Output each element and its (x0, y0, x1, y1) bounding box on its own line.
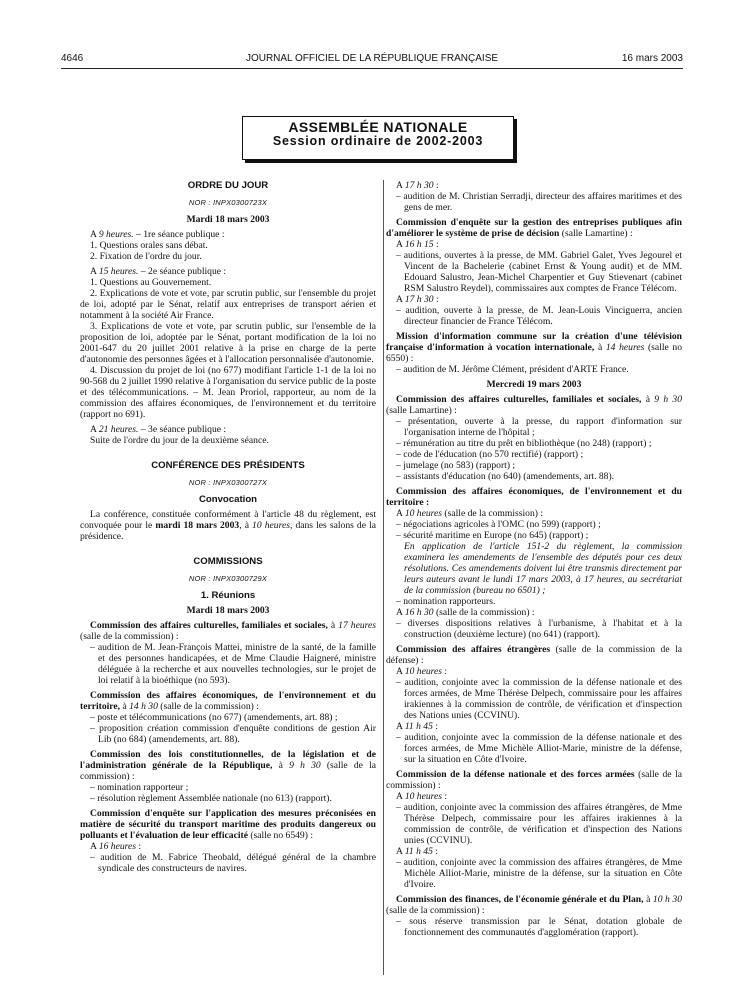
time-heading: A 16 h 30 (salle de la commission) : (396, 607, 535, 618)
list-item: – audition de M. Jean-François Mattei, ministre de la santé, de la famille et des personnes handicapées, et de Mme Claudie Haigneré, ministre déléguée à la recherche et aux nouvelles technologies, sur le projet de loi relatif à la bioéthique (no 593). (90, 642, 376, 686)
list-item: – code de l'éducation (no 570 rectifié) (rapport) ; (396, 449, 584, 460)
left-column (80, 180, 376, 874)
list-item: – poste et télécommunications (no 677) (amendements, art. 88) ; (90, 712, 338, 723)
journal-title: JOURNAL OFFICIEL DE LA RÉPUBLIQUE FRANÇAISE (245, 53, 499, 64)
list-item: – rémunération au titre du prêt en bibliothèque (no 248) (rapport) ; (396, 438, 652, 449)
section-title-ordre: ORDRE DU JOUR (187, 180, 269, 191)
list-item: – audition de M. Christian Serradji, directeur des affaires maritimes et des gens de mer. (396, 191, 682, 213)
day-heading: Mardi 18 mars 2003 (186, 605, 270, 616)
time-heading: A 10 heures (salle de la commission) : (396, 508, 544, 519)
section-title-commissions: COMMISSIONS (193, 556, 263, 567)
list-item: Suite de l'ordre du jour de la deuxième séance. (90, 435, 269, 446)
commission-heading: Commission des affaires culturelles, familiales et sociales, à 9 h 30 (salle Lamartine) : (386, 394, 682, 416)
day-heading: Mercredi 19 mars 2003 (486, 379, 582, 390)
list-item: – nomination rapporteur ; (90, 782, 189, 793)
commission-heading: Commission des affaires étrangères (salle de la commission de la défense) : (386, 644, 682, 666)
list-item: 2. Explications de vote et vote, par scrutin public, sur l'ensemble du projet de loi, adopté par le Sénat, relatif aux entreprises de transport aérien et notamment à la société Air France. (80, 288, 376, 321)
list-item: – résolution règlement Assemblée nationale (no 613) (rapport). (90, 793, 332, 804)
day-heading: Mardi 18 mars 2003 (186, 214, 270, 225)
list-item: – audition, conjointe avec la commission des affaires étrangères, de Mme Michèle Alliot-Marie, ministre de la défense, sur la situation en Côte d'Ivoire. (396, 857, 682, 890)
header-rule (61, 68, 683, 69)
list-item: – audition, ouverte à la presse, de M. Jean-Louis Vinciguerra, ancien directeur financier de France Télécom. (396, 305, 682, 327)
session-name: Session ordinaire de 2002-2003 (272, 134, 484, 148)
session-heading: A 9 heures. – 1re séance publique : (90, 229, 225, 240)
right-column (386, 180, 682, 938)
commission-heading: Commission de la défense nationale et des forces armées (salle de la commission) : (386, 769, 682, 791)
commission-heading: Commission des affaires culturelles, familiales et sociales, à 17 heures (salle de la commission) : (80, 620, 376, 642)
list-item: – assistants d'éducation (no 640) (amendements, art. 88). (396, 471, 615, 482)
issue-date: 16 mars 2003 (621, 53, 683, 64)
nor-reference: NOR : INPX0300727X (188, 478, 268, 487)
paragraph: La conférence, constituée conformément à l'article 48 du règlement, est convoquée pour le mardi 18 mars 2003, à 10 heures, dans les salons de la présidence. (80, 509, 376, 542)
commission-heading: Commission des lois constitutionnelles, de la législation et de l'administration générale de la République, à 9 h 30 (salle de la commission) : (80, 749, 376, 782)
list-item: – diverses dispositions relatives à l'urbanisme, à l'habitat et à la construction (deuxième lecture) (no 641) (rapport). (396, 618, 682, 640)
list-item: – présentation, ouverte à la presse, du rapport d'information sur l'organisation interne de l'hôpital ; (396, 416, 682, 438)
time-heading: A 10 heures : (396, 791, 448, 802)
list-item: 4. Discussion du projet de loi (no 677) modifiant l'article 1-1 de la loi no 90-568 du 2 juillet 1990 relative à l'organisation du service public de la poste et des télécommunications. – M. Jean Proriol, rapporteur, au nom de la commission des affaires économiques, de l'environnement et du territoire (rapport no 691). (80, 365, 376, 420)
time-heading: A 11 h 45 : (396, 721, 438, 732)
list-item: – auditions, ouvertes à la presse, de MM. Gabriel Galet, Yves Jegourel et Vincent de la Bachelerie (cabinet Ernst & Young audit) et de MM. Edouard Salustro, Jean-Michel Charpentier et Guy Stievenart (cabinet RSM Salustro Reydel), commissaires aux comptes de France Télécom. (396, 250, 682, 294)
procedure-note: En application de l'article 151-2 du règlement, la commission examinera les amendements de l'ensemble des députés pour ces deux résolutions. Ces amendements doivent lui être transmis directement par leurs auteurs avant le lundi 17 mars 2003, à 17 heures, au secrétariat de la commission (bureau no 6501) ; (404, 541, 682, 596)
list-item: – négociations agricoles à l'OMC (no 599) (rapport) ; (396, 519, 601, 530)
page-number: 4646 (61, 53, 84, 64)
list-item: – proposition création commission d'enquête conditions de gestion Air Lib (no 684) (amendements, art. 88). (90, 723, 376, 745)
subsection-title: 1. Réunions (200, 590, 256, 601)
nor-reference: NOR : INPX0300723X (188, 198, 268, 207)
assembly-name: ASSEMBLÉE NATIONALE (288, 119, 468, 135)
commission-heading: Commission des affaires économiques, de l'environnement et du territoire : (386, 486, 682, 508)
time-heading: A 11 h 45 : (396, 846, 438, 857)
commission-heading: Mission d'information commune sur la création d'une télévision française d'information à vocation internationale, à 14 heures (salle no 6550) : (386, 331, 683, 364)
section-title-conference: CONFÉRENCE DES PRÉSIDENTS (151, 460, 305, 471)
list-item: – jumelage (no 583) (rapport) ; (396, 460, 516, 471)
list-item: – audition de M. Jérôme Clément, président d'ARTE France. (396, 364, 629, 375)
assembly-title-box (242, 116, 514, 160)
list-item: – sous réserve transmission par le Sénat, dotation globale de fonctionnement des communautés d'agglomération (rapport). (396, 916, 682, 938)
time-heading: A 10 heures : (396, 666, 448, 677)
time-heading: A 17 h 30 : (396, 180, 439, 191)
list-item: 1. Questions au Gouvernement. (90, 277, 212, 288)
list-item: 3. Explications de vote et vote, par scrutin public, sur l'ensemble de la proposition de loi, adoptée par le Sénat, portant modification de la loi no 2001-647 du 20 juillet 2001 relative à la prise en charge de la perte d'autonomie des personnes âgées et à l'allocation personnalisée d'autonomie. (80, 321, 376, 365)
list-item: – audition de M. Fabrice Theobald, délégué général de la chambre syndicale des constructeurs de navires. (90, 852, 376, 874)
commission-heading: Commission des finances, de l'économie générale et du Plan, à 10 h 30 (salle de la commission) : (386, 894, 683, 916)
list-item: – nomination rapporteurs. (396, 596, 496, 607)
list-item: – audition, conjointe avec la commission de la défense nationale et des forces armées, de Mme Thérèse Delpech, commissaire pour les affaires irakiennes à la commission de contrôle, de vérification et d'inspection des Nations unies (CCVINU). (396, 677, 682, 721)
session-heading: A 15 heures. – 2e séance publique : (90, 266, 227, 277)
time-heading: A 17 h 30 : (396, 294, 439, 305)
commission-heading: Commission des affaires économiques, de l'environnement et du territoire, à 14 h 30 (salle de la commission) : (80, 690, 376, 712)
time-heading: A 16 heures : (90, 841, 142, 852)
page-header (61, 53, 683, 67)
commission-heading: Commission d'enquête sur la gestion des entreprises publiques afin d'améliorer le système de prise de décision (salle Lamartine) : (386, 217, 682, 239)
list-item: – audition, conjointe avec la commission de la défense nationale et des forces armées, de Mme Michèle Alliot-Marie, ministre de la défense, sur la situation en Côte d'Ivoire. (396, 732, 682, 765)
nor-reference: NOR : INPX0300729X (188, 574, 268, 583)
list-item: 2. Fixation de l'ordre du jour. (90, 251, 202, 262)
time-heading: A 16 h 15 : (396, 239, 439, 250)
column-divider (383, 180, 384, 975)
subsection-title: Convocation (198, 494, 258, 505)
list-item: – sécurité maritime en Europe (no 645) (rapport) ; (396, 530, 589, 541)
session-heading: A 21 heures. – 3e séance publique : (90, 424, 227, 435)
commission-heading: Commission d'enquête sur l'application des mesures préconisées en matière de sécurité du transport maritime des produits dangereux ou polluants et l'évaluation de leur efficacité (salle no 6549) : (80, 808, 376, 841)
list-item: 1. Questions orales sans débat. (90, 240, 208, 251)
list-item: – audition, conjointe avec la commission des affaires étrangères, de Mme Thérèse Delpech, commissaire pour les affaires irakiennes à la commission de contrôle, de vérification et d'inspection des Nations unies (CCVINU). (396, 802, 682, 846)
